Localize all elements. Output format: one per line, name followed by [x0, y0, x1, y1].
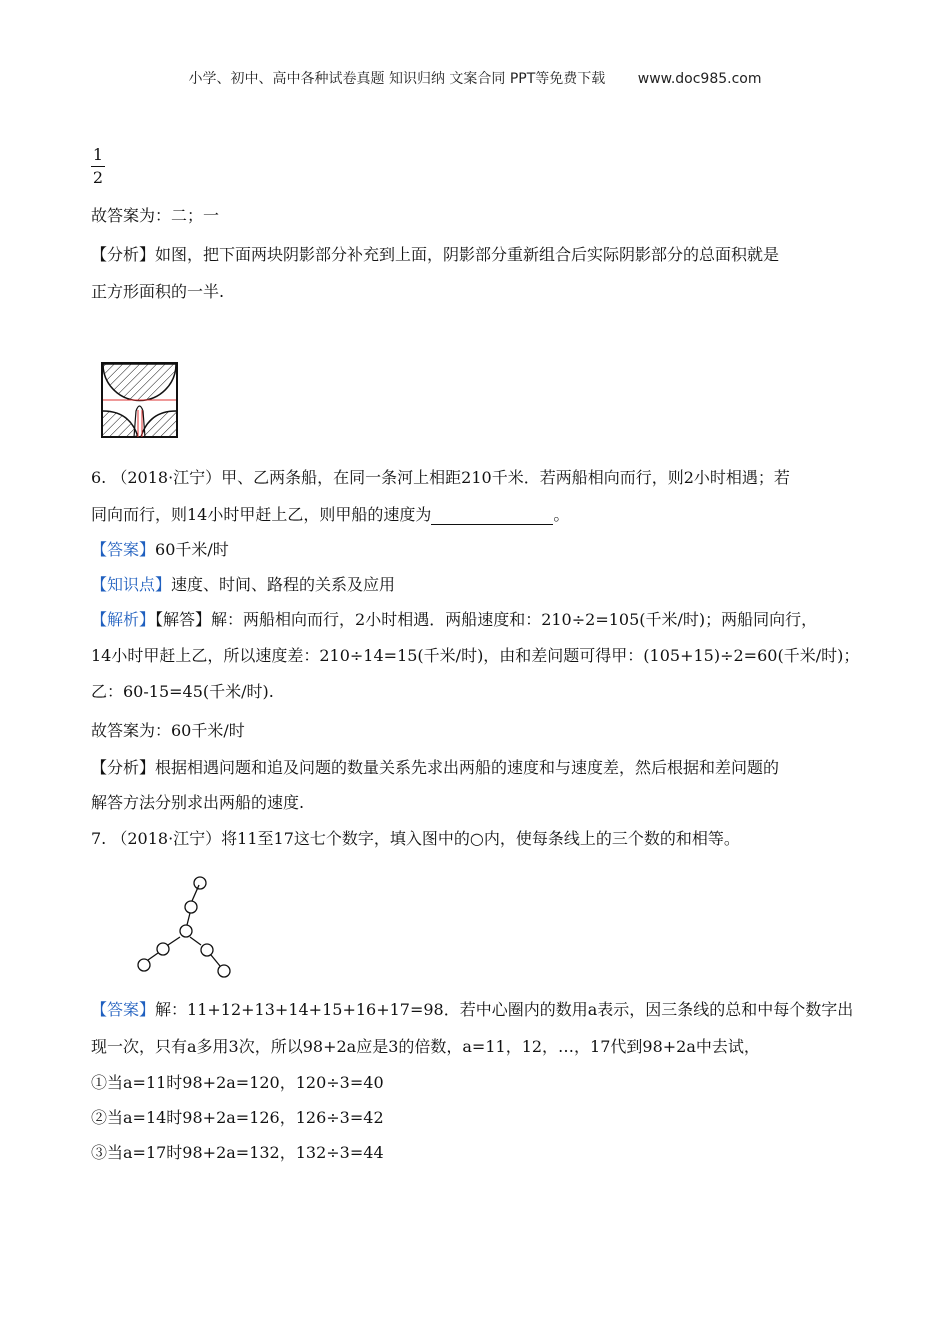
header-site: www.doc985.com — [637, 71, 762, 87]
circle-top-mid — [185, 901, 197, 913]
q5-answer-line: 故答案为：二；一 — [91, 206, 220, 225]
q6-analysis-line-2: 解答方法分别求出两船的速度. — [91, 793, 305, 812]
q6-solution-1: 【解答】解：两船相向而行，2小时相遇．两船速度和：210÷2=105(千米/时)；两船同向行， — [155, 610, 818, 629]
page-header — [0, 68, 950, 88]
fraction-bar — [91, 166, 105, 167]
q7-line-1 — [91, 829, 871, 849]
answer-blank — [431, 508, 553, 525]
bottom-shaded-region — [103, 411, 138, 437]
top-shaded-semicircle — [103, 364, 176, 400]
q6-answer-line — [91, 540, 871, 560]
q5-analysis-line-2: 正方形面积的一半. — [91, 282, 225, 301]
q6-knowledge: 速度、时间、路程的关系及应用 — [171, 575, 396, 594]
q6-analysis-tag: 【分析】 — [91, 758, 156, 777]
q6-knowledge-line — [91, 575, 871, 595]
q6-solution-line-2: 14小时甲赶上乙，所以速度差：210÷14=15(千米/时)，由和差问题可得甲：(105+15)÷2=60(千米/时)； — [91, 646, 860, 665]
edge-top-lower — [187, 913, 190, 925]
circle-diagram — [130, 870, 240, 982]
q7-answer-tag: 【答案】 — [91, 1000, 156, 1019]
q6-analysis-line-1 — [91, 758, 871, 778]
q6-analysis-1: 根据相遇问题和追及问题的数量关系先求出两船的速度和与速度差，然后根据和差问题的 — [155, 758, 780, 777]
fraction-one-half — [91, 146, 105, 187]
q6-source: （2018·江宁） — [111, 468, 222, 487]
fraction-denominator: 2 — [92, 168, 104, 187]
q7-case-3: ③当a=17时98+2a=132，132÷3=44 — [91, 1143, 384, 1162]
q6-answer-tag: 【答案】 — [91, 540, 156, 559]
q5-analysis-tag: 【分析】 — [91, 245, 156, 264]
circle-right-end — [218, 965, 230, 977]
q7-source: （2018·江宁） — [111, 829, 222, 848]
header-text: 小学、初中、高中各种试卷真题 知识归纳 文案合同 PPT等免费下载 — [188, 71, 606, 87]
q7-answer-line-2: 现一次，只有a多用3次，所以98+2a应是3的倍数，a=11，12，…，17代到98+2a中去试， — [91, 1037, 760, 1056]
q6-solution-line-3: 乙：60-15=45(千米/时). — [91, 682, 274, 701]
bottom-shaded-region-right — [141, 411, 176, 437]
q7-number: 7. — [91, 829, 107, 848]
q6-solution-line-1 — [91, 610, 871, 630]
circle-center — [180, 925, 192, 937]
q7-answer-line-1 — [91, 1000, 871, 1020]
q7-text: 将11至17这七个数字，填入图中的○内，使每条线上的三个数的和相等。 — [221, 829, 740, 848]
circle-right-mid — [201, 944, 213, 956]
q6-line-1 — [91, 468, 871, 488]
q6-knowledge-tag: 【知识点】 — [91, 575, 172, 594]
circle-top — [194, 877, 206, 889]
circle-left-mid — [157, 943, 169, 955]
q7-answer-1: 解：11+12+13+14+15+16+17=98．若中心圈内的数用a表示，因三条线的总和中每个数字出 — [155, 1000, 854, 1019]
q6-text-1: 甲、乙两条船，在同一条河上相距210千米．若两船相向而行，则2小时相遇；若 — [221, 468, 790, 487]
edge-right-upper — [190, 937, 201, 945]
edge-left-upper — [168, 937, 180, 945]
q5-analysis-line-1 — [91, 245, 871, 265]
q6-text-2a: 同向而行，则14小时甲赶上乙，则甲船的速度为 — [91, 505, 432, 524]
fraction-numerator: 1 — [92, 145, 104, 164]
q7-case-1: ①当a=11时98+2a=120，120÷3=40 — [91, 1073, 384, 1092]
q6-line-2 — [91, 505, 871, 525]
shaded-square-figure — [100, 361, 180, 439]
q7-case-2: ②当a=14时98+2a=126，126÷3=42 — [91, 1108, 384, 1127]
q6-number: 6. — [91, 468, 107, 487]
edge-right-lower — [211, 955, 220, 966]
edge-left-lower — [148, 953, 158, 960]
circle-left-end — [138, 959, 150, 971]
q5-analysis-text-1: 如图，把下面两块阴影部分补充到上面，阴影部分重新组合后实际阴影部分的总面积就是 — [155, 245, 780, 264]
q6-solution-tag: 【解析】 — [91, 610, 156, 629]
q6-answer: 60千米/时 — [155, 540, 229, 559]
q6-text-2b: 。 — [553, 505, 570, 524]
q6-final-line: 故答案为：60千米/时 — [91, 721, 245, 740]
